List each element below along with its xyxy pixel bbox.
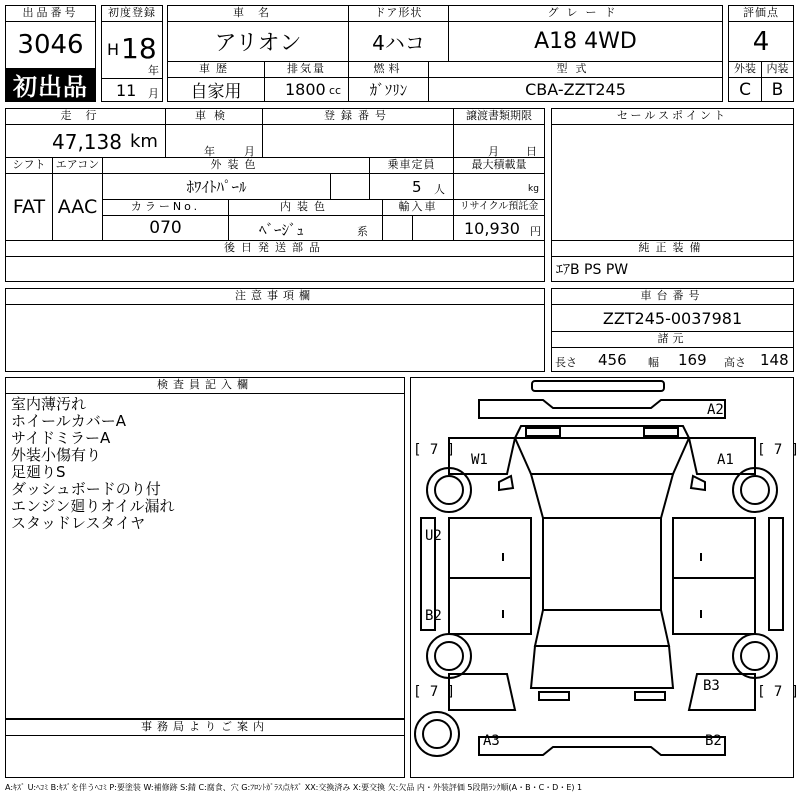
inspector-box <box>5 377 405 719</box>
displacement-unit: cc <box>329 84 342 97</box>
mark-b2-left: B2 <box>425 608 442 624</box>
inspector-note: 外装小傷有り <box>11 446 102 464</box>
import-cell-a <box>383 216 413 241</box>
tire-mark-front-left: [ 7 ] <box>413 442 456 458</box>
first-registration-year: 18 <box>121 32 157 65</box>
mileage-value: 47,138 <box>52 130 122 154</box>
car-name-label: 車名 <box>168 6 349 22</box>
inspector-notes <box>6 394 404 532</box>
specs-label: 諸元 <box>552 332 793 348</box>
inspection-cell <box>166 125 263 158</box>
office-label: 事務局よりご案内 <box>6 720 404 736</box>
year-unit: 年 <box>148 64 159 77</box>
chassis-number-value: ZZT245-0037981 <box>552 305 793 332</box>
inspector-note: サイドミラーA <box>11 429 111 447</box>
mileage-label: 走行 <box>6 109 166 125</box>
height-label: 高さ <box>724 356 746 369</box>
height-value: 148 <box>760 351 789 369</box>
model-code-value: CBA-ZZT245 <box>525 80 626 99</box>
color-no-label: カラーNo. <box>103 200 229 216</box>
tire-mark-rear-right: [ 7 ] <box>757 684 800 700</box>
shift-label: シフト <box>6 158 53 174</box>
later-parts-value <box>6 257 544 281</box>
model-code-label: 型式 <box>429 62 722 78</box>
interior-score-label: 内装 <box>766 62 789 75</box>
chassis-box <box>551 288 794 372</box>
capacity-value: 5 <box>412 178 422 196</box>
displacement-cell <box>265 78 349 101</box>
inspector-label: 検査員記入欄 <box>6 378 404 394</box>
interior-color-cell <box>229 216 383 241</box>
shift-value: FAT <box>6 174 53 241</box>
exterior-color-extra <box>330 174 370 200</box>
inspection-label: 車検 <box>166 109 263 125</box>
capacity-cell <box>370 174 454 200</box>
first-registration-box <box>101 5 163 102</box>
mark-a2: A2 <box>707 402 724 418</box>
recycle-cell <box>454 216 544 241</box>
chassis-number-label: 車台番号 <box>552 289 793 305</box>
mileage-unit: km <box>130 131 158 152</box>
max-load-unit: kg <box>528 184 539 194</box>
first-listing-badge: 初出品 <box>6 68 95 101</box>
sales-point-box <box>551 108 794 282</box>
exterior-score-label: 外装 <box>729 62 762 77</box>
first-registration-label: 初度登録 <box>102 6 162 22</box>
legend-footer: A:ｷｽﾞ U:ﾍｺﾐ B:ｷｽﾞを伴うﾍｺﾐ P:要塗装 W:補修跡 S:錆 C:腐食、穴 G:ﾌﾛﾝﾄｶﾞﾗｽ点ｷｽﾞ XX:交換済み X:要交換 欠:欠品 内・外装評価 5段階ﾗﾝｸ順(A・B・C・D・E) 1 <box>5 783 583 792</box>
max-load-cell <box>454 174 544 200</box>
color-no-value: 070 <box>103 216 229 241</box>
mark-b2-rear: B2 <box>705 733 722 749</box>
first-registration-era: H <box>107 40 120 59</box>
displacement-value: 1800 <box>285 80 326 99</box>
inspection-year-unit: 年 <box>204 145 215 158</box>
lot-number: 3046 <box>17 30 84 60</box>
inspector-note: 足廻りS <box>11 463 66 481</box>
exterior-color-value: ﾎﾜｲﾄﾊﾟｰﾙ <box>103 174 330 200</box>
recycle-label: リサイクル預託金 <box>454 200 544 216</box>
transfer-day-unit: 日 <box>526 145 537 158</box>
width-label: 幅 <box>648 356 659 369</box>
fuel-label: 燃料 <box>349 62 429 78</box>
grade-value: A18 4WD <box>449 22 722 62</box>
length-label: 長さ <box>555 356 577 369</box>
exterior-color-label: 外装色 <box>103 158 370 174</box>
capacity-unit: 人 <box>434 183 445 196</box>
score-value: 4 <box>729 22 793 62</box>
inspector-note: ホイールカバーA <box>11 412 126 430</box>
fuel-value: ｶﾞｿﾘﾝ <box>349 78 429 101</box>
month-unit: 月 <box>148 87 159 100</box>
genuine-equipment-value: ｴｱB PS PW <box>556 261 629 278</box>
mark-w1: W1 <box>471 452 488 468</box>
lot-number-box <box>5 5 96 102</box>
car-damage-diagram <box>411 378 800 777</box>
door-label: ドア形状 <box>349 6 449 22</box>
interior-color-label: 内装色 <box>229 200 383 216</box>
grade-label: グレード <box>449 6 722 22</box>
sales-point-content <box>552 125 793 241</box>
import-label: 輸入車 <box>383 200 454 216</box>
mark-b3: B3 <box>703 678 720 694</box>
inspector-note: 室内薄汚れ <box>11 395 87 413</box>
transfer-doc-cell <box>454 125 544 158</box>
history-label: 車歴 <box>168 62 265 78</box>
office-box <box>5 719 405 778</box>
mileage-cell <box>6 125 166 158</box>
capacity-label: 乗車定員 <box>370 158 454 174</box>
displacement-label: 排気量 <box>265 62 349 78</box>
mark-a1: A1 <box>717 452 734 468</box>
tire-mark-rear-left: [ 7 ] <box>413 684 456 700</box>
later-parts-label: 後日発送部品 <box>6 241 544 257</box>
car-name: アリオン <box>168 22 349 62</box>
max-load-label: 最大積載量 <box>454 158 544 174</box>
genuine-equipment-label: 純正装備 <box>552 241 793 257</box>
length-value: 456 <box>598 351 627 369</box>
caution-box <box>5 288 545 372</box>
reg-number-cell <box>263 125 454 158</box>
lot-number-label: 出品番号 <box>6 6 95 22</box>
damage-diagram-box <box>410 377 800 778</box>
aircon-value: AAC <box>53 174 103 241</box>
sales-point-label: セールスポイント <box>552 109 793 125</box>
caution-label: 注意事項欄 <box>6 289 544 305</box>
interior-color-value: ﾍﾞｰｼﾞｭ <box>259 221 305 239</box>
score-label: 評価点 <box>729 6 793 22</box>
interior-score-value: B <box>771 79 784 100</box>
interior-color-suffix: 系 <box>357 225 368 238</box>
mark-a3: A3 <box>483 733 500 749</box>
aircon-label: エアコン <box>53 158 103 174</box>
inspector-note: スタッドレスタイヤ <box>11 514 146 532</box>
reg-number-label: 登録番号 <box>263 109 454 125</box>
width-value: 169 <box>678 351 707 369</box>
transfer-month-unit: 月 <box>488 145 499 158</box>
inspection-month-unit: 月 <box>244 145 255 158</box>
inspector-note: エンジン廻りオイル漏れ <box>11 497 175 515</box>
import-cell-b <box>413 216 454 241</box>
recycle-value: 10,930 <box>464 219 520 238</box>
exterior-score-value: C <box>729 78 762 101</box>
score-box <box>728 5 794 102</box>
inspector-note: ダッシュボードのり付 <box>11 480 161 498</box>
transfer-doc-label: 譲渡書類期限 <box>454 109 544 125</box>
door-value: 4ハコ <box>349 22 449 62</box>
tire-mark-front-right: [ 7 ] <box>757 442 800 458</box>
history-value: 自家用 <box>168 78 265 101</box>
first-registration-month: 11 <box>116 81 137 100</box>
mark-u2: U2 <box>425 528 442 544</box>
recycle-unit: 円 <box>530 225 541 238</box>
